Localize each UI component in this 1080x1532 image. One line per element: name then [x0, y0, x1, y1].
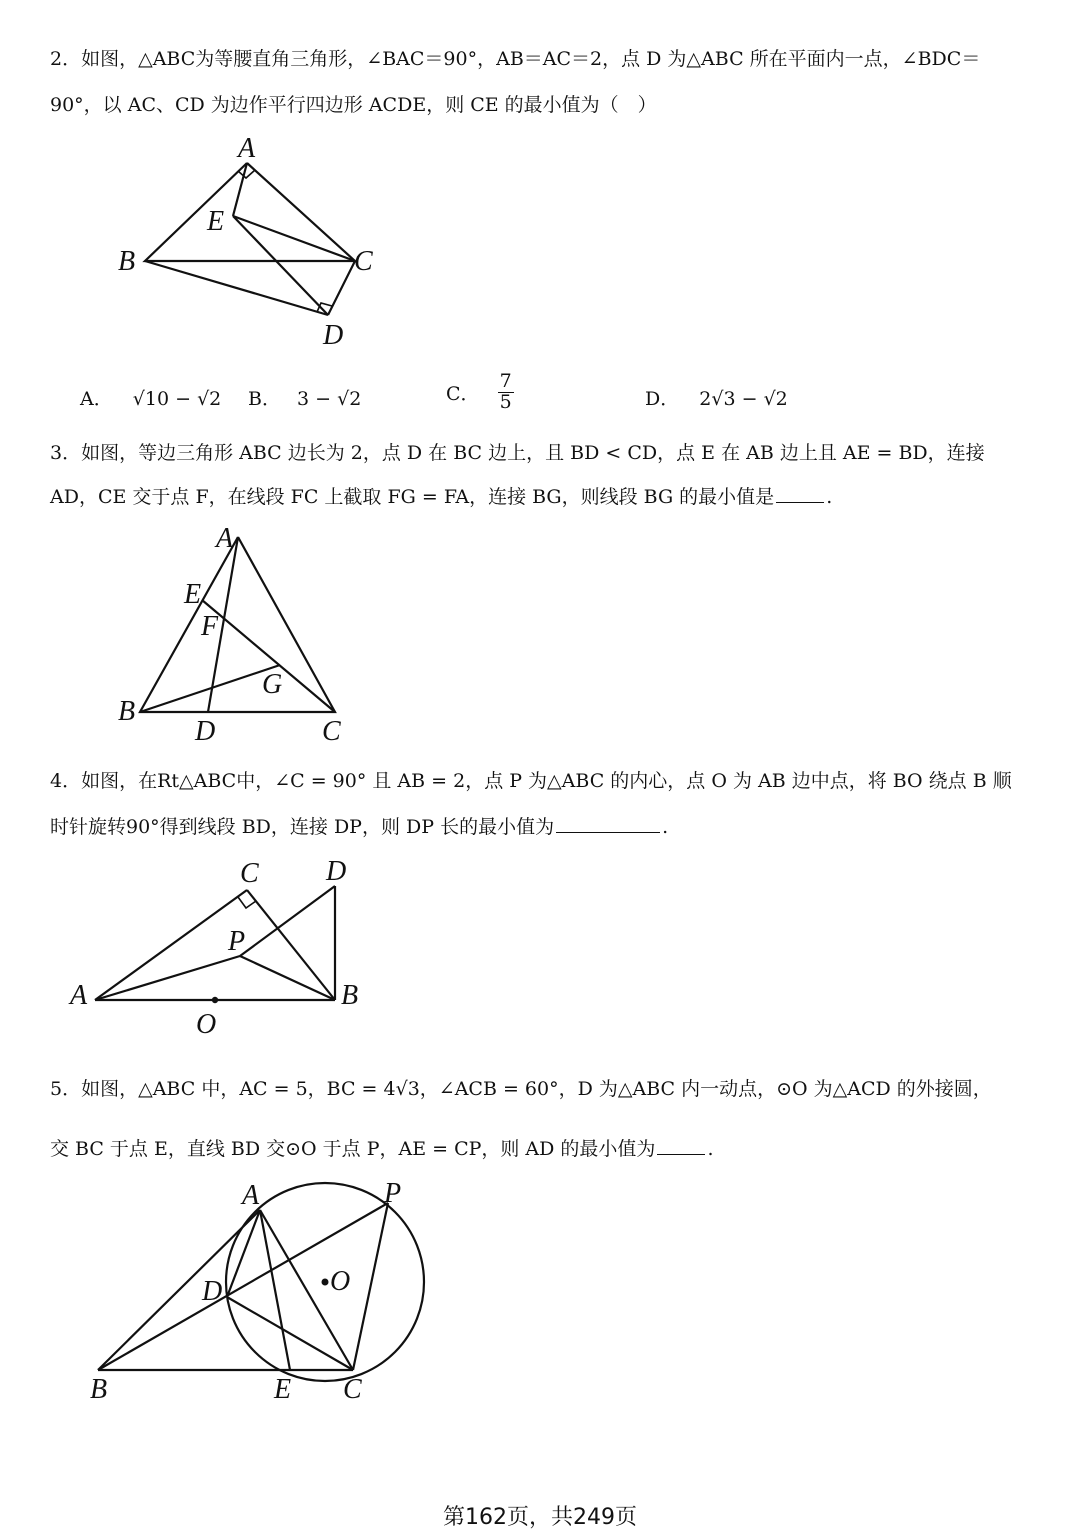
q3-label-b: B — [118, 696, 136, 727]
q2-option-a-letter: A． — [80, 388, 113, 410]
q3-line-1: 3．如图，等边三角形 ABC 边长为 2，点 D 在 BC 边上，且 BD < CD，点 E 在 AB 边上且 AE = BD，连接 — [50, 442, 985, 464]
q2-option-c-letter: C． — [446, 382, 480, 405]
q4-label-b: B — [341, 980, 359, 1011]
q2-cd — [328, 261, 355, 315]
q2-line-2: 90°，以 AC、CD 为边作平行四边形 ACDE，则 CE 的最小值为（ ） — [50, 94, 657, 116]
q4-pb — [240, 956, 335, 1000]
q2-option-b — [248, 384, 361, 411]
q4-line-2-text: 时针旋转90°得到线段 BD，连接 DP，则 DP 长的最小值为 — [50, 816, 555, 838]
q5-line-2 — [50, 1134, 713, 1161]
q5-figure — [70, 1172, 440, 1412]
q2-triangle — [145, 163, 355, 261]
q2-option-d-text: 2√3 − √2 — [699, 388, 788, 410]
q5-dc — [227, 1297, 353, 1370]
q2-option-b-text: 3 − √2 — [297, 388, 362, 410]
q5-label-o: O — [330, 1266, 351, 1297]
q2-figure — [110, 130, 410, 360]
q2-option-c-denominator: 5 — [499, 390, 512, 413]
q2-line-1: 2．如图，△ABC为等腰直角三角形，∠BAC＝90°，AB＝AC＝2，点 D 为△ABC 所在平面内一点，∠BDC＝ — [50, 48, 981, 70]
q3-answer-blank[interactable] — [776, 501, 824, 503]
q4-ac — [95, 890, 247, 1000]
q2-label-a: A — [238, 133, 256, 164]
page-number-footer: 第162页，共249页 — [443, 1505, 637, 1530]
q5-point-o — [322, 1279, 329, 1286]
q3-label-a: A — [216, 523, 234, 554]
q2-bd — [145, 261, 328, 315]
q4-figure — [60, 852, 380, 1047]
q4-label-a: A — [70, 980, 88, 1011]
q2-option-c-numerator: 7 — [499, 370, 512, 392]
q2-right-angle-a — [238, 170, 255, 178]
q2-option-d-letter: D． — [645, 388, 680, 410]
q4-label-c: C — [240, 858, 259, 889]
q2-option-b-letter: B． — [248, 388, 281, 410]
q3-label-c: C — [322, 716, 341, 747]
q4-cb — [247, 890, 335, 1000]
q4-label-p: P — [228, 926, 246, 957]
q2-option-c-fraction — [498, 372, 514, 413]
q2-label-b: B — [118, 246, 136, 277]
q5-ad — [227, 1210, 260, 1297]
q4-label-o: O — [196, 1009, 217, 1040]
q4-line-2-end: . — [662, 816, 669, 838]
q4-point-o — [212, 997, 218, 1003]
q3-figure — [110, 525, 370, 750]
q2-option-d — [645, 384, 788, 411]
q2-label-c: C — [354, 246, 373, 277]
q5-label-p: P — [384, 1178, 402, 1209]
q5-line-2-text: 交 BC 于点 E，直线 BD 交⊙O 于点 P，AE = CP，则 AD 的最小值为 — [50, 1138, 656, 1160]
q2-option-a-text: √10 − √2 — [132, 388, 222, 410]
q5-pc — [353, 1203, 388, 1370]
q5-line-2-end: . — [707, 1138, 714, 1160]
q4-label-d: D — [326, 856, 347, 887]
q5-label-a: A — [242, 1180, 260, 1211]
q2-option-c — [446, 372, 514, 413]
q4-ap — [95, 956, 240, 1000]
q3-label-g: G — [262, 669, 283, 700]
q2-ec — [233, 216, 355, 261]
q5-label-d: D — [202, 1276, 223, 1307]
q3-label-f: F — [201, 611, 219, 642]
q5-label-e: E — [274, 1374, 292, 1405]
q3-line-2-text: AD，CE 交于点 F，在线段 FC 上截取 FG = FA，连接 BG，则线段 BG 的最小值是 — [50, 486, 775, 508]
q3-triangle — [140, 537, 335, 712]
q2-label-d: D — [323, 320, 344, 351]
q3-line-2-end: . — [826, 486, 833, 508]
q3-label-d: D — [195, 716, 216, 747]
q2-label-e: E — [207, 206, 225, 237]
q3-line-2 — [50, 482, 832, 509]
q5-label-c: C — [343, 1374, 362, 1405]
q3-label-e: E — [184, 579, 202, 610]
q4-line-1: 4．如图，在Rt△ABC中，∠C = 90° 且 AB = 2，点 P 为△ABC 的内心，点 O 为 AB 边中点，将 BO 绕点 B 顺 — [50, 770, 1012, 792]
q5-line-1: 5．如图，△ABC 中，AC = 5，BC = 4√3，∠ACB = 60°，D 为△ABC 内一动点，⊙O 为△ACD 的外接圆， — [50, 1078, 992, 1100]
q4-line-2 — [50, 812, 668, 839]
q4-answer-blank[interactable] — [556, 831, 660, 833]
q5-answer-blank[interactable] — [657, 1153, 705, 1155]
q5-label-b: B — [90, 1374, 108, 1405]
q2-option-a — [80, 384, 221, 411]
q4-pd — [240, 886, 335, 956]
